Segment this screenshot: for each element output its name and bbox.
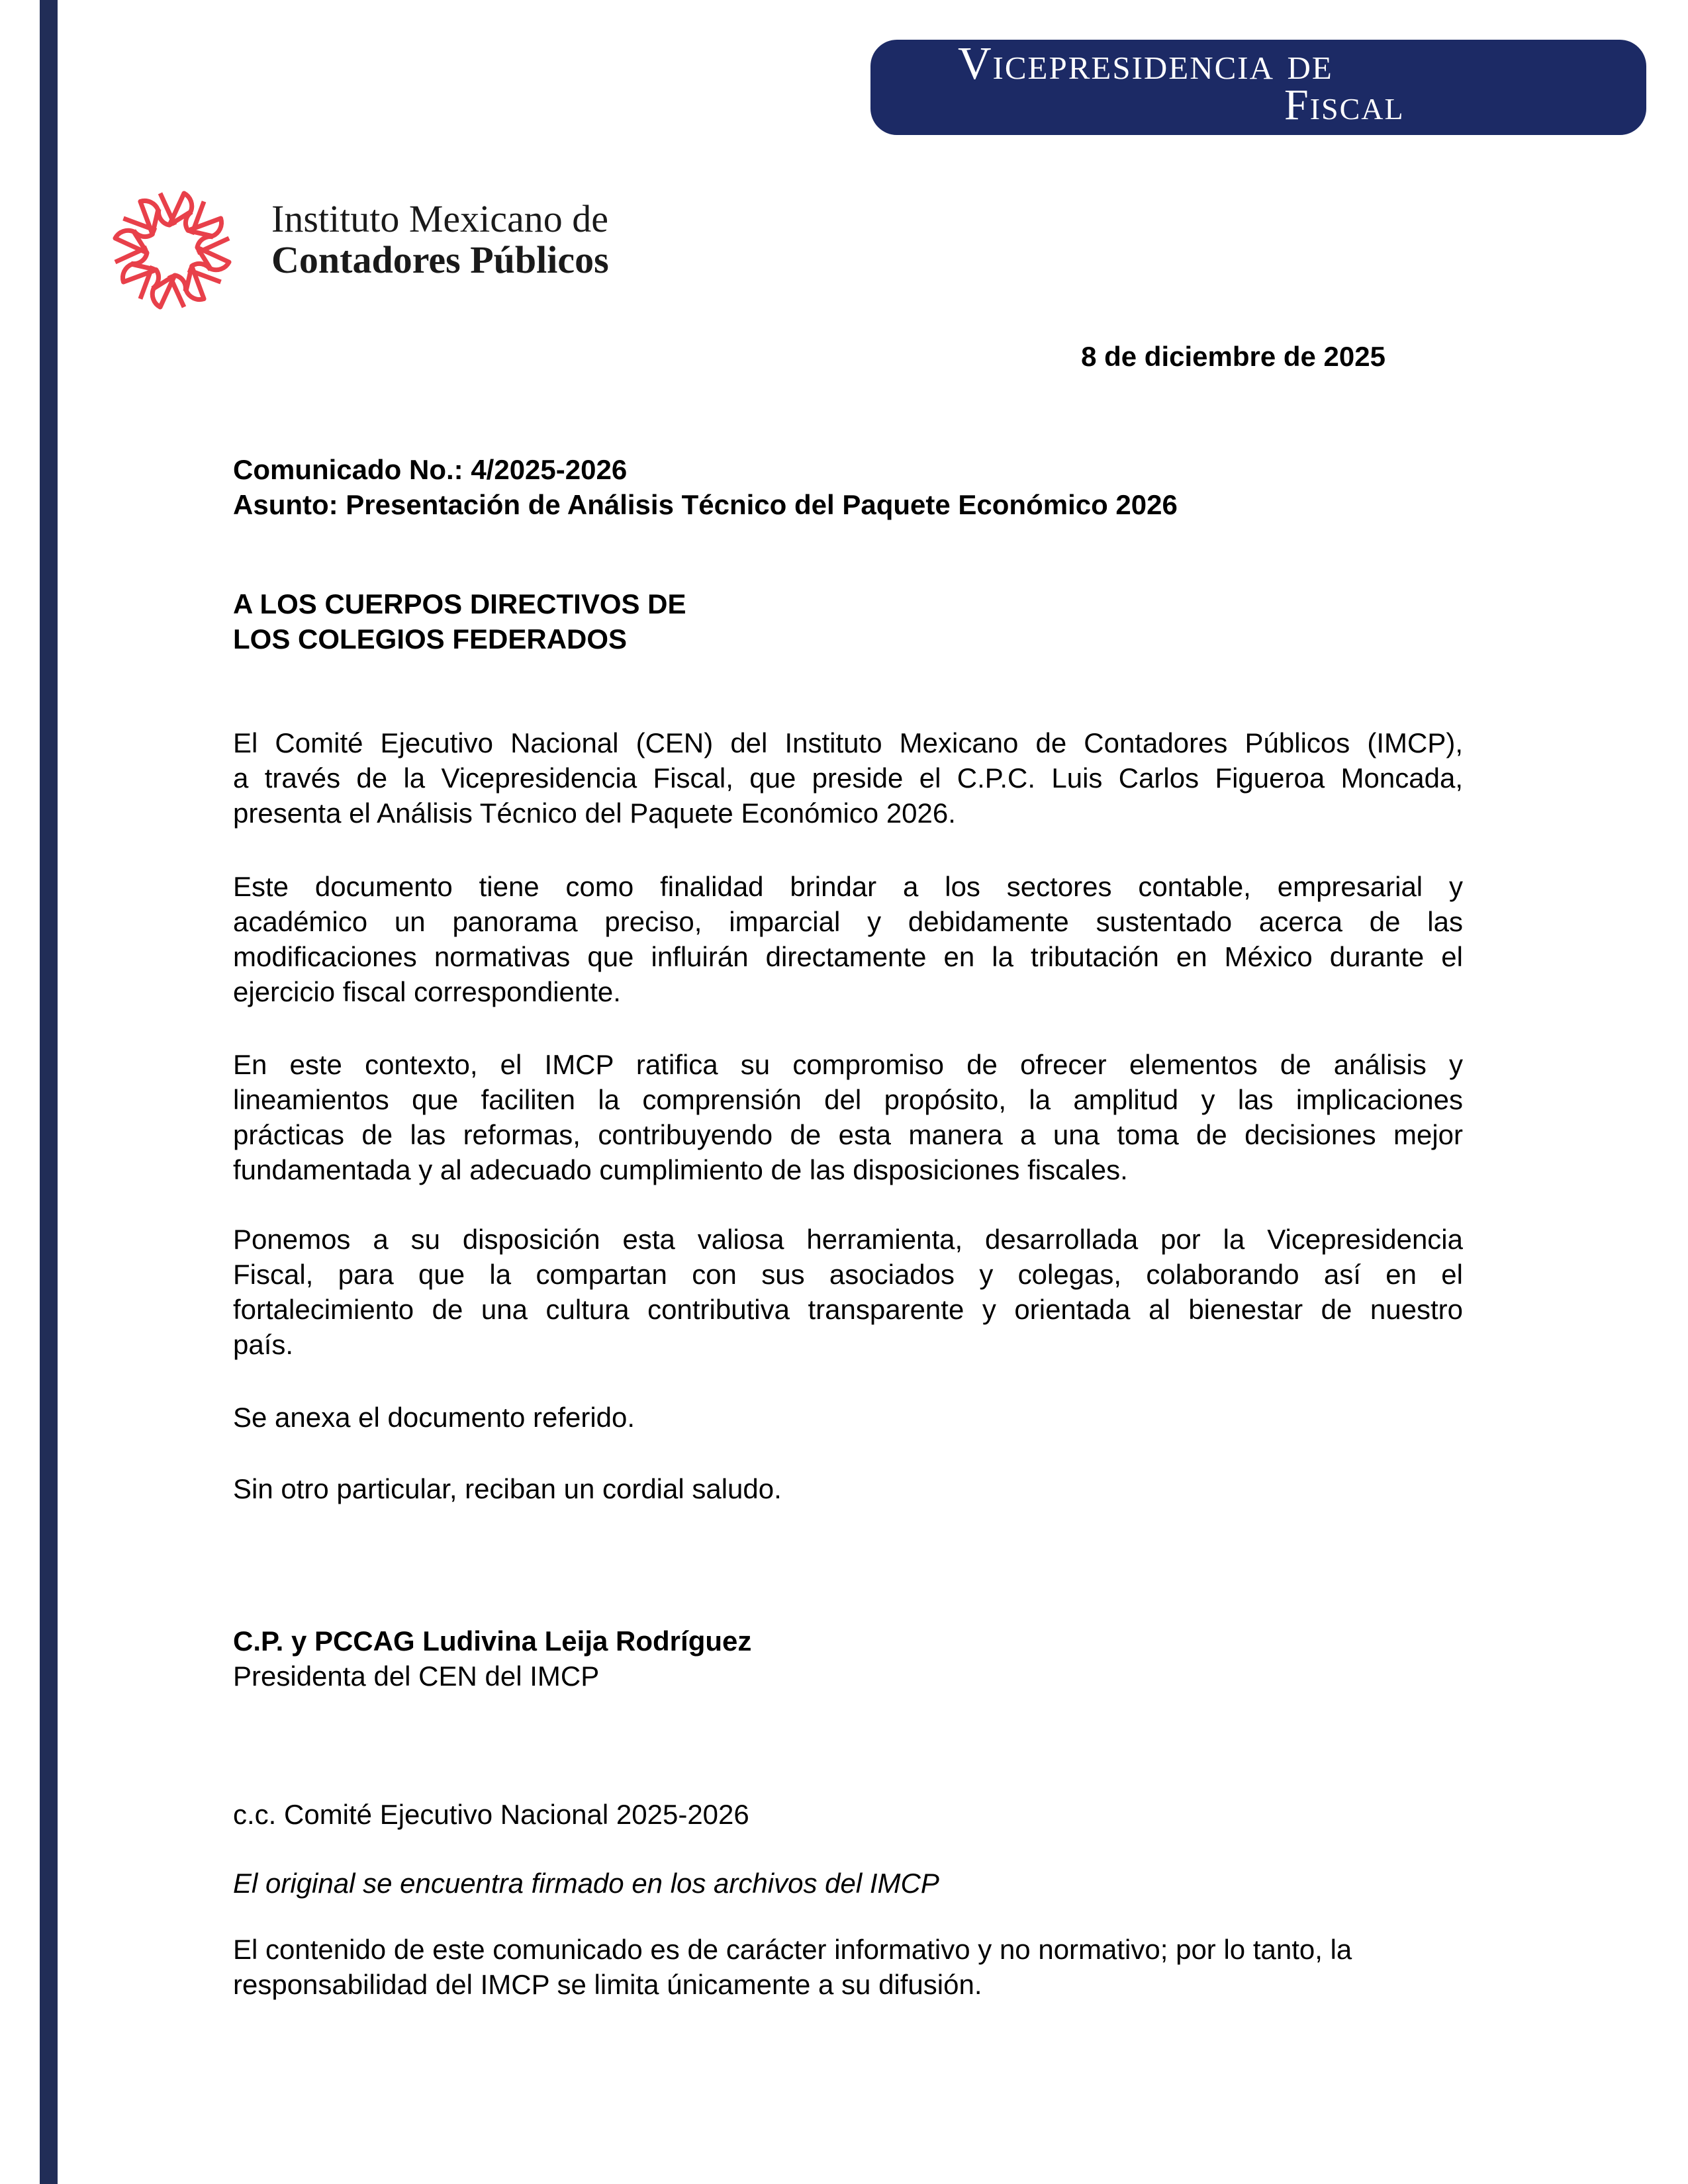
subject-line: Asunto: Presentación de Análisis Técnico del Paquete Económico 2026 — [233, 489, 1178, 520]
annex-note: Se anexa el documento referido. — [233, 1402, 635, 1433]
paragraph-1 — [233, 725, 1463, 831]
institution-name — [271, 199, 609, 281]
paragraph-line: fortalecimiento de una cultura contributiva transparente y orientada al bienestar de nuestro — [233, 1294, 1463, 1325]
paragraph-line: ejercicio fiscal correspondiente. — [233, 976, 621, 1007]
signer-name: C.P. y PCCAG Ludivina Leija Rodríguez — [233, 1625, 752, 1657]
institution-name-line2: Contadores Públicos — [271, 238, 609, 281]
disclaimer — [233, 1932, 1463, 2002]
paragraph-line: prácticas de las reformas, contribuyendo de esta manera a una toma de decisiones mejor — [233, 1119, 1463, 1150]
paragraph-line: Fiscal, para que la compartan con sus asociados y colegas, colaborando así en el — [233, 1259, 1463, 1290]
institution-name-line1: Instituto Mexicano de — [271, 197, 609, 240]
paragraph-line: Ponemos a su disposición esta valiosa herramienta, desarrollada por la Vicepresidencia — [233, 1224, 1463, 1255]
disclaimer-line: responsabilidad del IMCP se limita únicamente a su difusión. — [233, 1969, 982, 2000]
recipient-line1: A LOS CUERPOS DIRECTIVOS DE — [233, 588, 686, 619]
paragraph-line: fundamentada y al adecuado cumplimiento de las disposiciones fiscales. — [233, 1154, 1128, 1185]
letter-date: 8 de diciembre de 2025 — [1081, 341, 1385, 372]
paragraph-line: Este documento tiene como finalidad brindar a los sectores contable, empresarial y — [233, 871, 1463, 902]
disclaimer-line: El contenido de este comunicado es de carácter informativo y no normativo; por lo tanto, la — [233, 1934, 1352, 1965]
badge-title-line1: Vicepresidencia de — [958, 38, 1333, 89]
paragraph-line: modificaciones normativas que influirán directamente en la tributación en México durante el — [233, 941, 1463, 972]
imcp-logo-icon — [106, 184, 238, 316]
left-decorative-bar — [40, 0, 58, 2184]
paragraph-4 — [233, 1222, 1463, 1362]
paragraph-line: presenta el Análisis Técnico del Paquete Económico 2026. — [233, 797, 956, 829]
paragraph-line: El Comité Ejecutivo Nacional (CEN) del Instituto Mexicano de Contadores Públicos (IMCP), — [233, 727, 1463, 758]
recipient-line2: LOS COLEGIOS FEDERADOS — [233, 623, 628, 655]
paragraph-line: país. — [233, 1329, 294, 1360]
paragraph-line: En este contexto, el IMCP ratifica su compromiso de ofrecer elementos de análisis y — [233, 1049, 1463, 1080]
paragraph-line: a través de la Vicepresidencia Fiscal, que preside el C.P.C. Luis Carlos Figueroa Moncada, — [233, 762, 1463, 794]
paragraph-line: lineamientos que faciliten la comprensión del propósito, la amplitud y las implicaciones — [233, 1084, 1463, 1115]
cc-line: c.c. Comité Ejecutivo Nacional 2025-2026 — [233, 1799, 749, 1830]
paragraph-line: académico un panorama preciso, imparcial y debidamente sustentado acerca de las — [233, 906, 1463, 937]
original-signed-note: El original se encuentra firmado en los archivos del IMCP — [233, 1868, 939, 1899]
badge-title-line2: Fiscal — [1284, 81, 1405, 129]
comunicado-number: Comunicado No.: 4/2025-2026 — [233, 454, 628, 485]
paragraph-2 — [233, 869, 1463, 1009]
paragraph-3 — [233, 1047, 1463, 1187]
closing-salutation: Sin otro particular, reciban un cordial saludo. — [233, 1473, 782, 1504]
signer-title: Presidenta del CEN del IMCP — [233, 1661, 600, 1692]
